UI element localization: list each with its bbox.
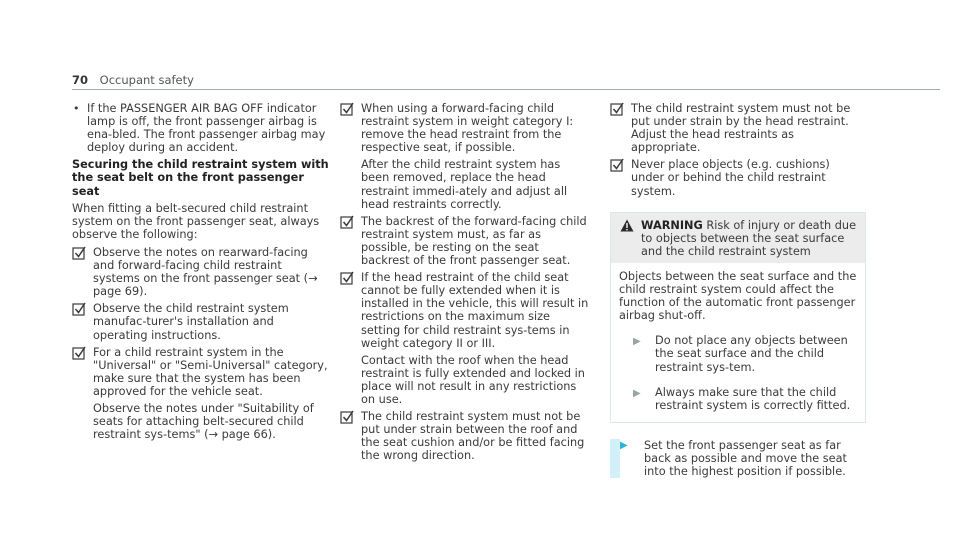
checkbox-icon <box>340 102 354 116</box>
check-text: The child restraint system must not be put under strain between the roof and the seat cushion and/or be fitted facing the wrong direction. <box>361 410 585 463</box>
check-text: Never place objects (e.g. cushions) under or behind the child restraint system. <box>631 158 830 198</box>
checkbox-icon <box>340 410 354 424</box>
check-item <box>72 246 330 298</box>
step-text: Do not place any objects between the seat surface and the child restraint sys‑tem. <box>655 334 848 374</box>
checkbox-icon <box>72 246 86 260</box>
check-item <box>340 102 590 154</box>
action-step <box>610 439 866 478</box>
warning-triangle-icon <box>620 219 634 232</box>
step-arrow-icon: ▶ <box>633 387 641 399</box>
section-heading: Securing the child restraint system with the seat belt on the front passenger seat <box>72 158 329 198</box>
check-item <box>340 215 590 267</box>
check-text: The child restraint system must not be put under strain by the head restraint. Adjust the head restraints as appropriate. <box>631 102 851 155</box>
step-text: Always make sure that the child restraint system is correctly fitted. <box>655 385 851 412</box>
action-arrow-icon: ▶ <box>620 439 628 451</box>
checkbox-icon <box>72 302 86 316</box>
check-item <box>340 410 590 462</box>
check-item <box>72 302 330 341</box>
warning-body <box>611 263 865 422</box>
column-1 <box>72 102 330 445</box>
check-note: After the child restraint system has been removed, replace the head restraint immedi‑ately and adjust all head restraints correctly. <box>361 158 568 211</box>
check-text: Observe the notes on rearward-facing and forward-facing child restraint systems on the front passenger seat (→ page 69). <box>93 245 318 299</box>
checkbox-icon <box>72 346 86 360</box>
page-number: 70 <box>72 73 89 87</box>
warning-header <box>611 213 865 263</box>
warning-box <box>610 212 866 423</box>
bullet-item <box>72 102 330 154</box>
column-3 <box>610 102 866 478</box>
check-text: If the head restraint of the child seat cannot be fully extended when it is installed in the vehicle, this will result in restrictions on the maximum size setting for child restraint sys‑tems in weight category II or III. <box>361 271 589 350</box>
check-item <box>610 102 866 154</box>
warning-text: Objects between the seat surface and the child restraint system could affect the function of the automatic front passenger airbag shut‑off. <box>619 269 857 323</box>
action-text: Set the front passenger seat as far back as possible and move the seat into the highest position if possible. <box>644 438 847 478</box>
warning-step <box>633 334 857 373</box>
check-item <box>610 158 866 197</box>
step-arrow-icon: ▶ <box>633 336 641 348</box>
check-text: Observe the child restraint system manufac‑turer's installation and operating instructions. <box>93 302 289 342</box>
warning-step <box>633 386 857 412</box>
section-title: Occupant safety <box>99 73 194 87</box>
check-item <box>72 346 330 398</box>
warning-title: Risk of injury or death due to objects between the seat surface and the child restraint system <box>641 218 857 258</box>
page-header <box>72 73 194 87</box>
checkbox-icon <box>610 102 624 116</box>
bullet-text: If the PASSENGER AIR BAG OFF indicator lamp is off, the front passenger airbag is ena‑bled. The front passenger airbag may deploy during an accident. <box>87 102 326 155</box>
check-item <box>340 271 590 350</box>
checkbox-icon <box>340 271 354 285</box>
check-note: Observe the notes under "Suitability of seats for attaching belt-secured child restraint sys‑tems" (→ page 66). <box>93 401 314 442</box>
header-divider <box>72 89 940 90</box>
bullet-dot-icon: • <box>73 102 80 115</box>
checkbox-icon <box>340 215 354 229</box>
check-text: When using a forward-facing child restraint system in weight category I: remove the head restraint from the respective seat, if possible. <box>361 102 574 155</box>
checkbox-icon <box>610 158 624 172</box>
check-text: The backrest of the forward-facing child restraint system must, as far as possible, be resting on the seat backrest of the front passenger seat. <box>361 214 587 268</box>
check-note: Contact with the roof when the head restraint is fully extended and locked in place will not result in any restrictions on use. <box>361 353 585 406</box>
intro-text: When fitting a belt-secured child restraint system on the front passenger seat, always observe the following: <box>72 201 320 241</box>
check-text: For a child restraint system in the "Universal" or "Semi-Universal" category, make sure that the system has been approved for the vehicle seat. <box>93 345 328 398</box>
column-2 <box>340 102 590 466</box>
warning-label: WARNING <box>641 218 703 232</box>
